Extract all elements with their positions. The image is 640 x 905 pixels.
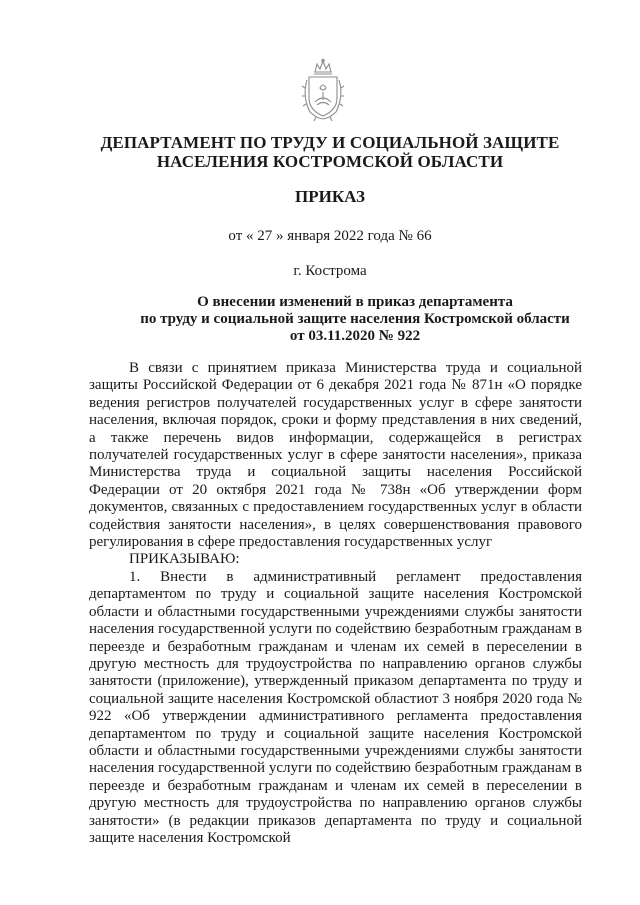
order-subject-line-1: О внесении изменений в приказ департамента	[197, 294, 513, 310]
coat-of-arms-icon	[300, 58, 346, 122]
order-heading: ПРИКАЗ	[295, 187, 365, 206]
preamble-paragraph: В связи с принятием приказа Министерства труда и социальной защиты Российской Федерации от 6 декабря 2021 года № 871н «О порядке ведения регистров получателей государственных услуг в сфере занятости населения, включая порядок, сроки и форму представления в них сведений, а также перечень видов информации, содержащейся в регистрах получателей государственных услуг в сфере занятости населения», приказа Министерства труда и социальной защиты населения Российской Федерации от 20 октября 2021 года № 738н «Об утверждении форм документов, связанных с предоставлением государственных услуг в области содействия занятости населения», в целях совершенствования правового регулирования в сфере предоставления государственных услуг	[89, 360, 582, 551]
order-subject-line-3: от 03.11.2020 № 922	[289, 328, 421, 344]
department-title	[60, 133, 600, 171]
decree-word: ПРИКАЗЫВАЮ:	[129, 551, 240, 568]
order-subject	[85, 294, 625, 345]
city-name: г. Кострома	[293, 263, 367, 279]
order-body	[89, 360, 582, 847]
department-title-line-1: ДЕПАРТАМЕНТ ПО ТРУДУ И СОЦИАЛЬНОЙ ЗАЩИТЕ	[100, 133, 560, 152]
order-subject-line-2: по труду и социальной защите населения Костромской области	[140, 311, 570, 327]
order-item-1: 1. Внести в административный регламент предоставления департаментом по труду и социальной защите населения Костромской области и областными государственными учреждениями службы занятости населения государственной услуги по содействию безработным гражданам в переезде и безработным гражданам и членам их семей в переселении в другую местность для трудоустройства по направлению органов службы занятости (приложение), утвержденный приказом департамента по труду и социальной защите населения Костромской областиот 3 ноября 2020 года № 922 «Об утверждении административного регламента предоставления департаментом по труду и социальной защите населения Костромской области и областными государственными учреждениями службы занятости населения государственной услуги по содействию безработным гражданам в переезде и безработным гражданам и членам их семей в переселении в другую местность для трудоустройства по направлению органов службы занятости» (в редакции приказов департамента по труду и социальной защите населения Костромской	[89, 568, 582, 846]
order-date-number: от « 27 » января 2022 года № 66	[228, 228, 432, 244]
department-title-line-2: НАСЕЛЕНИЯ КОСТРОМСКОЙ ОБЛАСТИ	[156, 152, 504, 171]
